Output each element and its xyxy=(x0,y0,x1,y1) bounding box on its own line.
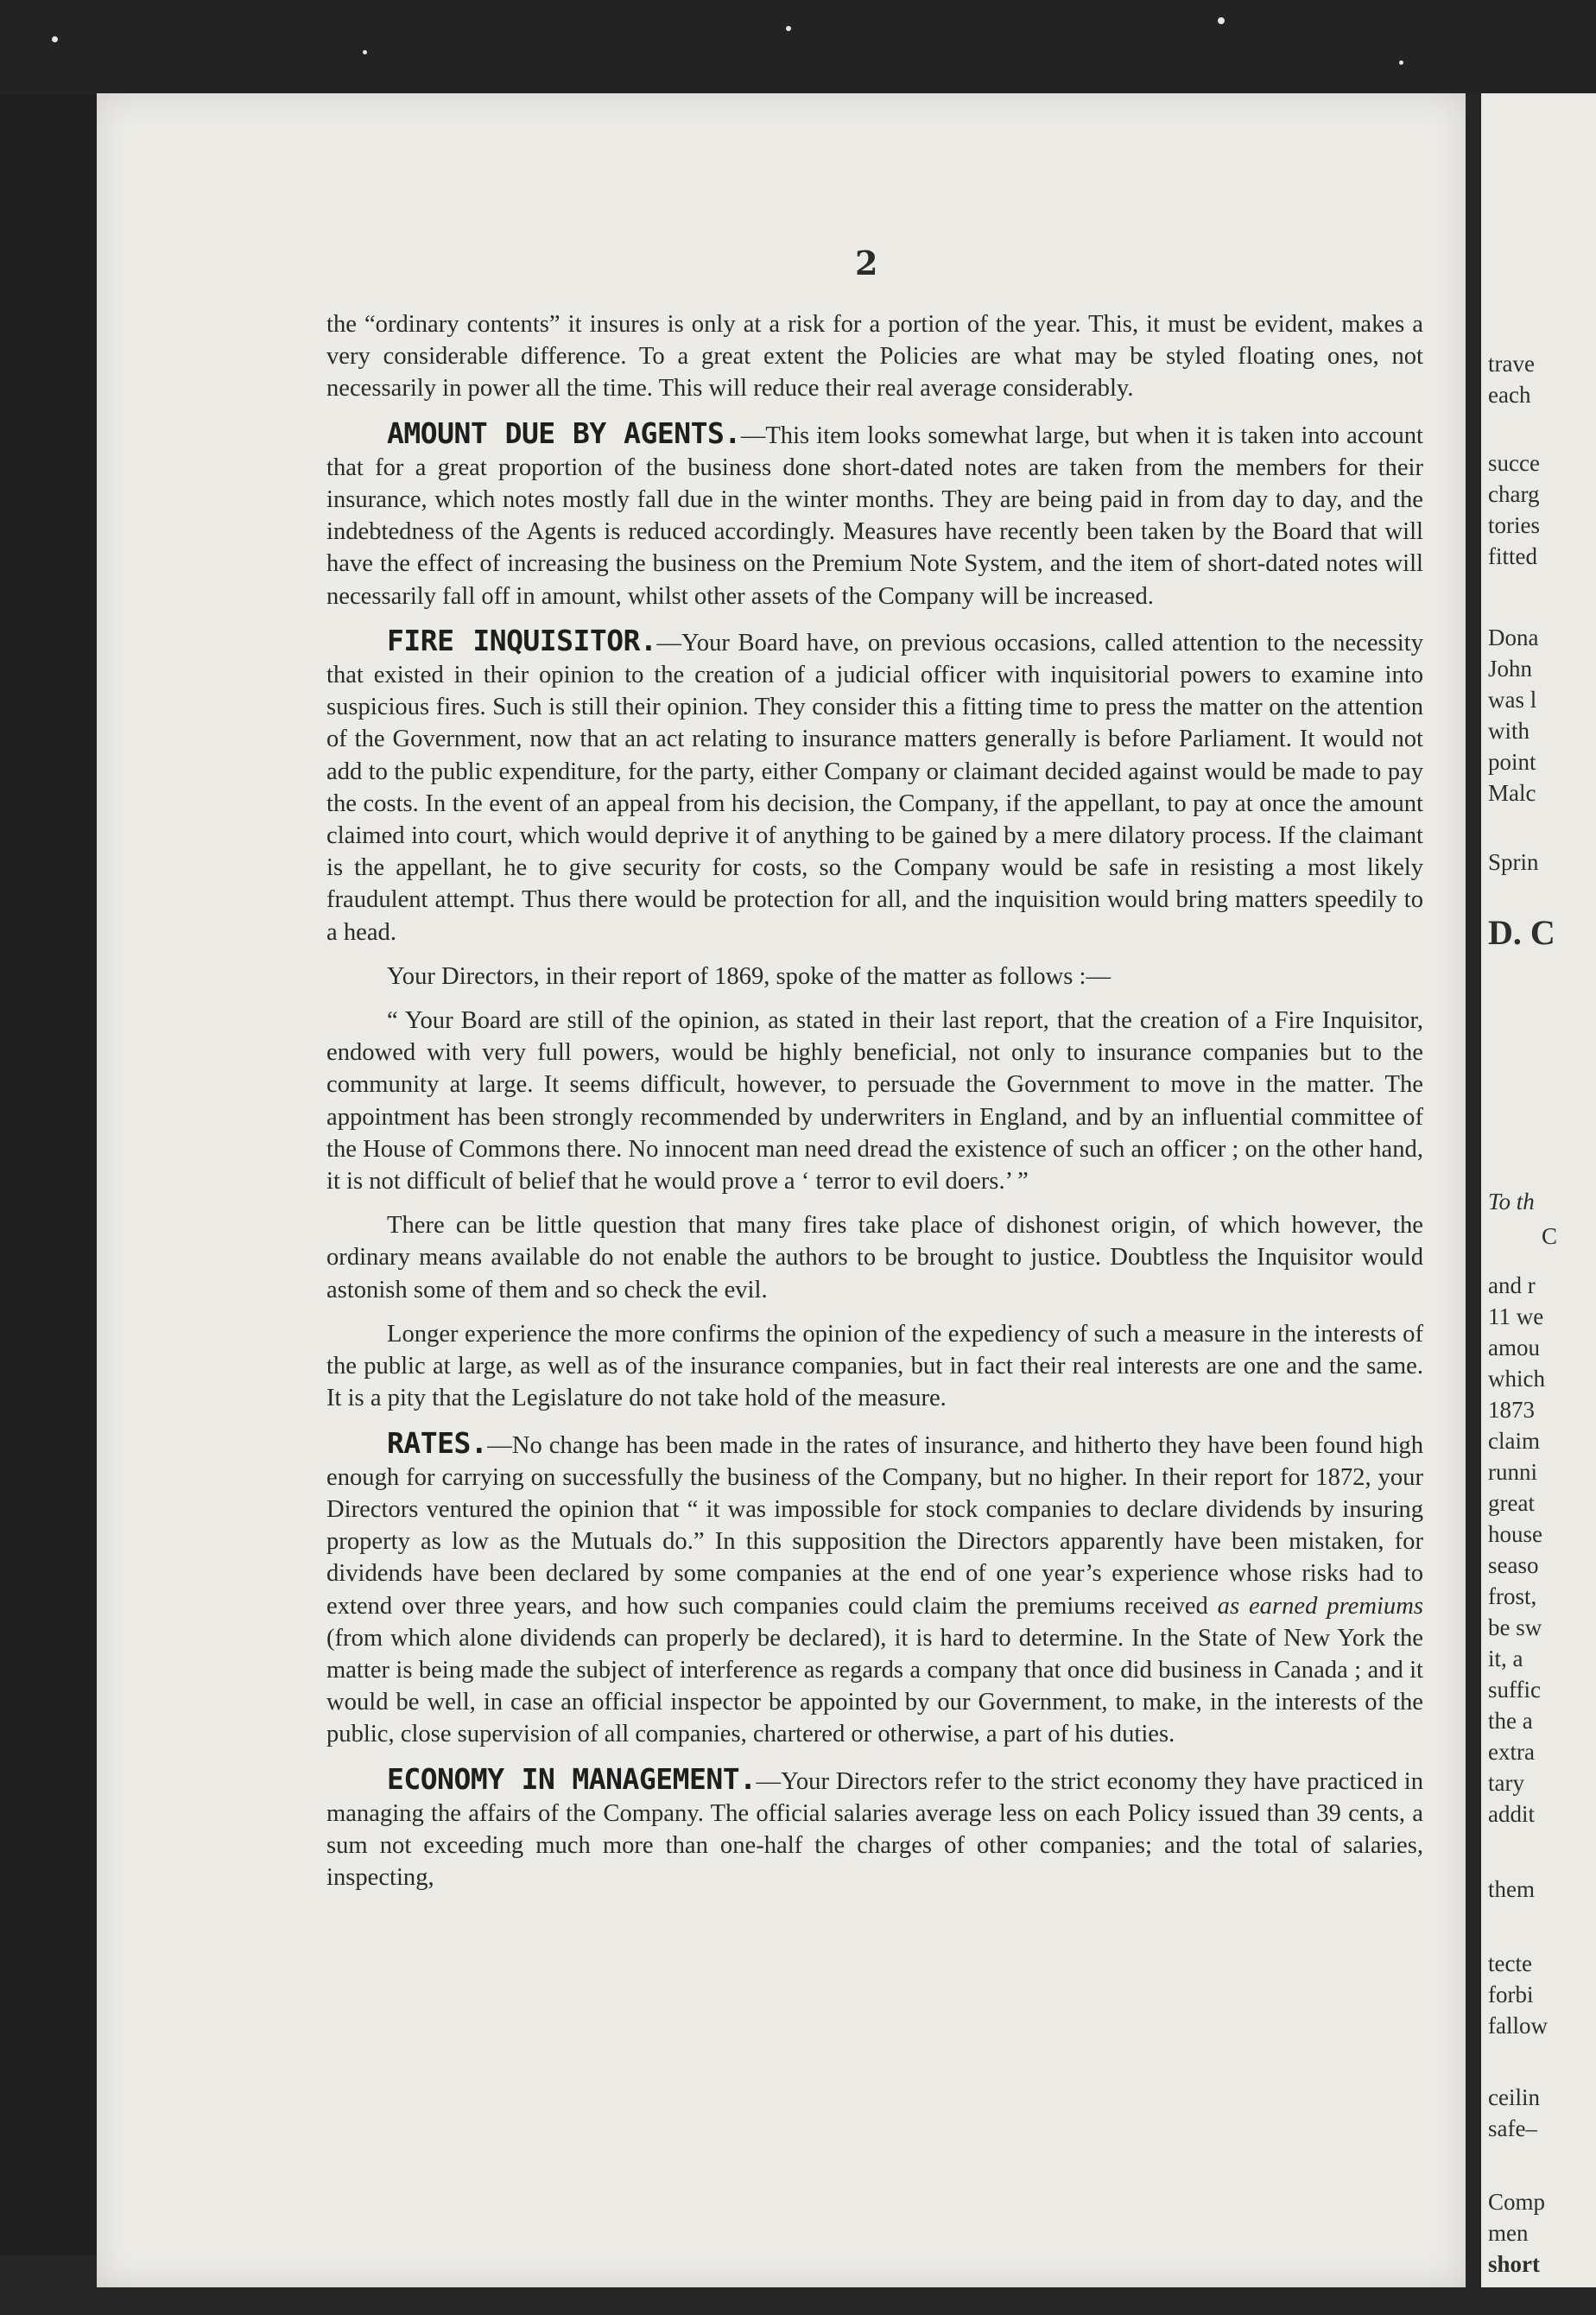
adjacent-fragment: C xyxy=(1542,1223,1558,1249)
adjacent-fragment: each xyxy=(1488,382,1531,408)
adjacent-fragment: frost, xyxy=(1488,1583,1537,1609)
adjacent-fragment: the a xyxy=(1488,1708,1533,1734)
adjacent-fragment: it, a xyxy=(1488,1646,1523,1671)
adjacent-fragment: suffic xyxy=(1488,1677,1541,1703)
film-speck xyxy=(786,26,791,31)
adjacent-fragment: trave xyxy=(1488,351,1535,377)
adjacent-fragment: house xyxy=(1488,1521,1542,1547)
adjacent-fragment: Malc xyxy=(1488,780,1536,806)
adjacent-fragment: D. C xyxy=(1488,913,1555,952)
adjacent-fragment: succe xyxy=(1488,450,1540,476)
film-speck xyxy=(363,50,367,54)
adjacent-fragment: seaso xyxy=(1488,1552,1539,1578)
adjacent-fragment: charg xyxy=(1488,481,1540,507)
section-heading: FIRE INQUISITOR. xyxy=(387,623,657,657)
adjacent-fragment: Sprin xyxy=(1488,849,1539,875)
section-heading: RATES. xyxy=(387,1425,488,1460)
adjacent-fragment: and r xyxy=(1488,1272,1536,1298)
section-heading: AMOUNT DUE BY AGENTS. xyxy=(387,415,741,450)
adjacent-fragment: fitted xyxy=(1488,543,1537,569)
section-heading: ECONOMY IN MANAGEMENT. xyxy=(387,1761,757,1796)
paragraph: Longer experience the more confirms the opinion of the expediency of such a measure in the interests of the public at large, as well as of the insurance companies, but in fact their real interests are one and the same. It is a pity that the Legislature do not take hold of the measure. xyxy=(326,1320,1423,1412)
adjacent-fragment: point xyxy=(1488,749,1536,775)
adjacent-fragment: forbi xyxy=(1488,1982,1534,2007)
adjacent-fragment: be sw xyxy=(1488,1614,1542,1640)
film-speck xyxy=(1399,60,1403,65)
adjacent-fragment: amou xyxy=(1488,1335,1540,1360)
quotation-paragraph: “ Your Board are still of the opinion, as stated in their last report, that the creation of a Fire Inquisitor, endowed with very full powers, would be highly beneficial, not only to insurance companies but to the community at large. It seems difficult, however, to persuade the Government to move in the matter. The appointment has been strongly recommended by underwriters in England, and by an influential committee of the House of Commons there. No innocent man need dread the existence of such an officer ; on the other hand, it is not difficult of belief that he would prove a ‘ terror to evil doers.’ ” xyxy=(326,1007,1423,1196)
adjacent-fragment: men xyxy=(1488,2220,1529,2246)
adjacent-fragment: which xyxy=(1488,1366,1545,1392)
adjacent-fragment: 1873 xyxy=(1488,1397,1535,1423)
paragraph: RATES.—No change has been made in the rates of insurance, and hitherto they have been found high enough for carrying on successfully the business of the Company, but no higher. In their report for 1872, your Directors ventured the opinion that “ it was impossible for stock companies to declare dividends by insuring property as low as the Mutuals do.” In this supposition the Directors apparently have been mistaken, for dividends have been declared by some companies at the end of one year’s experience whose risks had to extend over three years, and how such companies could claim the premiums received as earned premiums (from which alone dividends can properly be declared), it is hard to determine. In the State of New York the matter is being made the subject of interference as regards a company that once did business in Canada ; and it would be well, in case an official inspector be appointed by our Government, to make, in the interests of the public, close supervision of all companies, chartered or otherwise, a part of his duties. xyxy=(326,1425,1423,1748)
adjacent-fragment: was l xyxy=(1488,687,1537,713)
adjacent-fragment: Comp xyxy=(1488,2189,1546,2215)
film-border-top xyxy=(0,0,1596,95)
page-number: 2 xyxy=(855,244,878,282)
adjacent-fragment: To th xyxy=(1488,1189,1535,1215)
adjacent-fragment: them xyxy=(1488,1876,1535,1902)
adjacent-fragment: John xyxy=(1488,656,1533,682)
film-speck xyxy=(1218,17,1225,24)
adjacent-fragment: addit xyxy=(1488,1801,1535,1827)
adjacent-fragment: fallow xyxy=(1488,2013,1548,2039)
adjacent-fragment: ceilin xyxy=(1488,2084,1540,2110)
adjacent-fragment: tecte xyxy=(1488,1950,1532,1976)
paragraph: AMOUNT DUE BY AGENTS.—This item looks somewhat large, but when it is taken into account that for a great proportion of the business done short-dated notes are taken from the members for their insurance, which notes mostly fall due in the winter months. They are being paid in from day to day, and the indebtedness of the Agents is reduced accordingly. Measures have recently been taken by the Board that will have the effect of increasing the business on the Premium Note System, and the item of short-dated notes will necessarily fall off in amount, whilst other assets of the Company will be increased. xyxy=(326,415,1423,610)
paragraph: FIRE INQUISITOR.—Your Board have, on previous occasions, called attention to the necessity that existed in their opinion to the creation of a judicial officer with inquisitorial powers to examine into suspicious fires. Such is still their opinion. They consider this a fitting time to press the matter on the attention of the Government, now that an act relating to insurance matters generally is before Parliament. It would not add to the public expenditure, for the party, either Company or claimant decided against would be made to pay the costs. In the event of an appeal from his decision, the Company, if the appellant, to pay at once the amount claimed into court, which would deprive it of anything to be gained by a mere dilatory process. If the claimant is the appellant, he to give security for costs, so the Company would be safe in resisting a most likely fraudulent attempt. Thus there would be protection for all, and the inquisition would bring matters speedily to a head. xyxy=(326,623,1423,946)
italic-phrase: as earned premiums xyxy=(1217,1592,1423,1620)
adjacent-fragment: runni xyxy=(1488,1459,1537,1485)
adjacent-fragment: Dona xyxy=(1488,625,1539,650)
adjacent-fragment: great xyxy=(1488,1490,1535,1516)
adjacent-fragment: safe– xyxy=(1488,2115,1537,2141)
paragraph: ECONOMY IN MANAGEMENT.—Your Directors refer to the strict economy they have practiced in managing the affairs of the Company. The official salaries average less on each Policy issued than 39 cents, a sum not exceeding much more than one-half the charges of other companies; and the total of salaries, inspecting, xyxy=(326,1761,1423,1892)
body-text xyxy=(326,308,1423,1906)
adjacent-fragment: tary xyxy=(1488,1770,1524,1796)
adjacent-fragment: short xyxy=(1488,2251,1540,2277)
adjacent-fragment: claim xyxy=(1488,1428,1540,1454)
adjacent-fragment: tories xyxy=(1488,512,1540,538)
adjacent-fragment: with xyxy=(1488,718,1530,744)
adjacent-fragment: extra xyxy=(1488,1739,1535,1765)
adjacent-fragment: 11 we xyxy=(1488,1303,1544,1329)
paragraph: the “ordinary contents” it insures is only at a risk for a portion of the year. This, it must be evident, makes a very considerable difference. To a great extent the Policies are what may be styled floating ones, not necessarily in power all the time. This will reduce their real average considerably. xyxy=(326,311,1423,403)
page-gutter xyxy=(1466,93,1481,2287)
film-speck xyxy=(52,36,58,42)
paragraph: There can be little question that many fires take place of dishonest origin, of which however, the ordinary means available do not enable the authors to be brought to justice. Doubtless the Inquisitor would astonish some of them and so check the evil. xyxy=(326,1212,1423,1303)
paragraph: Your Directors, in their report of 1869, spoke of the matter as follows :— xyxy=(387,962,1112,990)
adjacent-page xyxy=(1481,93,1596,2287)
